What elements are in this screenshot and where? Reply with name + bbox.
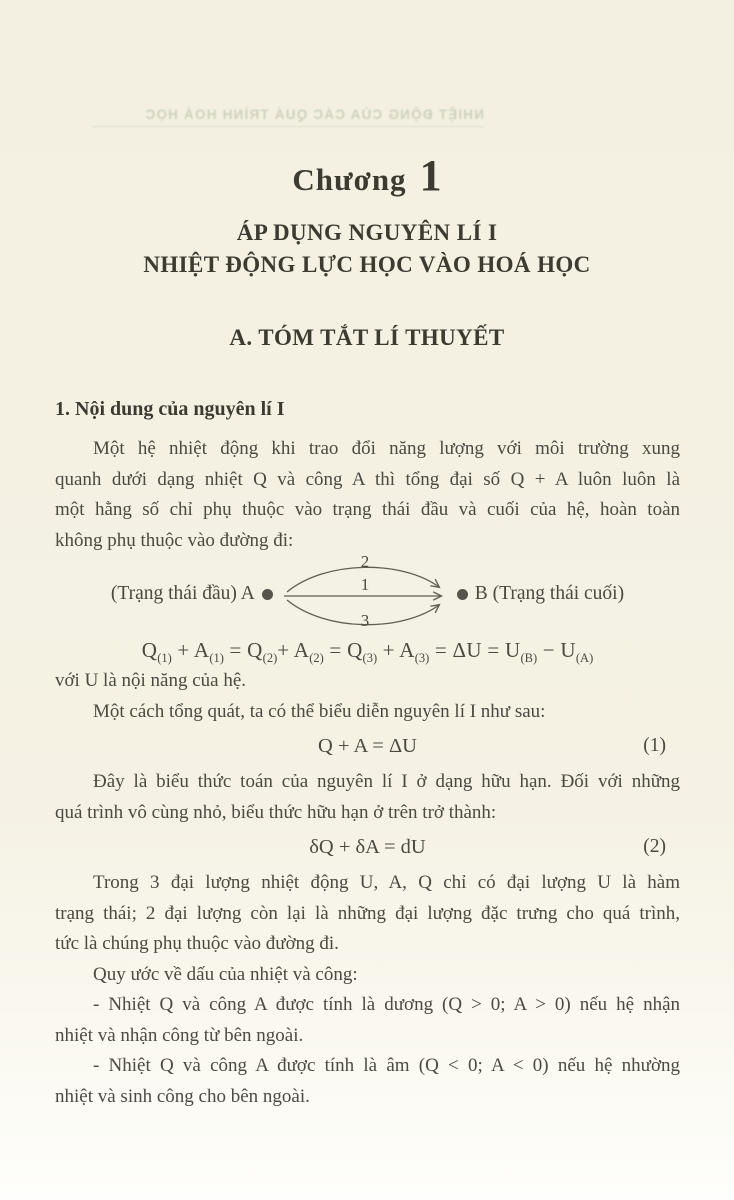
chapter-number: 1 (419, 151, 442, 200)
text-line: - Nhiệt Q và công A được tính là dương (Q > 0; A > 0) nếu hệ nhận (93, 994, 680, 1016)
text-line: trạng thái; 2 đại lượng còn lại là những đại lượng đặc trưng cho quá trình, (55, 902, 680, 924)
path-label-2: 2 (360, 552, 370, 571)
text-line: Một cách tổng quát, ta có thể biểu diễn nguyên lí I như sau: (93, 700, 546, 722)
paragraph-state-functions (55, 868, 680, 960)
path-label-3: 3 (360, 611, 370, 630)
text-line: Đây là biểu thức toán của nguyên lí I ở dạng hữu hạn. Đối với những (93, 771, 680, 793)
text-line: tức là chúng phụ thuộc vào đường đi. (55, 933, 339, 955)
page-body (0, 398, 734, 1112)
equation-2 (55, 832, 680, 862)
equation-2-body: δQ + δA = dU (309, 836, 426, 859)
text-line: Một hệ nhiệt động khi trao đổi năng lượng với môi trường xung (93, 438, 680, 459)
path-label-1: 1 (360, 575, 370, 594)
equation-2-number: (2) (643, 836, 666, 858)
text-line: Trong 3 đại lượng nhiệt động U, A, Q chỉ có đại lượng U là hàm (93, 872, 680, 894)
paragraph-sign-convention-intro (55, 960, 680, 991)
diagram-start-label: (Trạng thái đầu) A (110, 583, 255, 604)
text-line: với U là nội năng của hệ. (55, 670, 247, 692)
paragraph-internal-energy (55, 666, 680, 697)
state-diagram (55, 552, 680, 636)
first-law-path-equation: $Q_{(1)} + A_{(1)} = Q_{(2)}+ A_{(2)} = Q_{(3)} + A_{(3)} = \Delta U = U_{(B)} - U_{(A)}$ (141, 638, 594, 666)
paragraph-sign-negative (55, 1051, 680, 1112)
paragraph-finite-form (55, 767, 680, 828)
chapter-title (0, 217, 734, 281)
text-line: nhiệt và sinh công cho bên ngoài. (55, 1085, 310, 1107)
equation-1-body: Q + A = ΔU (318, 735, 417, 758)
text-line: quá trình vô cùng nhỏ, biểu thức hữu hạn ở trên trở thành: (55, 801, 497, 823)
paragraph-general-form-intro (55, 697, 680, 728)
equation-1-number: (1) (643, 735, 666, 757)
text-line: Quy ước về dấu của nhiệt và công: (93, 963, 358, 985)
chapter-title-line1: ÁP DỤNG NGUYÊN LÍ I (236, 220, 498, 245)
state-dot-a (262, 589, 273, 600)
state-dot-b (457, 589, 468, 600)
section-heading: A. TÓM TẮT LÍ THUYẾT (229, 325, 505, 350)
chapter-label: Chương (292, 162, 407, 197)
diagram-arrows (280, 552, 450, 636)
text-line: - Nhiệt Q và công A được tính là âm (Q < 0; A < 0) nếu hệ nhường (93, 1055, 680, 1077)
text-line: quanh dưới dạng nhiệt Q và công A thì tổng đại số Q + A luôn luôn là (55, 468, 680, 490)
text-line: không phụ thuộc vào đường đi: (55, 529, 294, 551)
subsection-heading: 1. Nội dung của nguyên lí I (55, 398, 285, 420)
diagram-end-label: B (Trạng thái cuối) (474, 583, 625, 604)
bleed-through-text: NHIỆT ĐỘNG CỦA CÁC QUÁ TRÌNH HOÁ HỌC (92, 107, 484, 127)
text-line: một hằng số chỉ phụ thuộc vào trạng thái đầu và cuối của hệ, hoàn toàn (55, 499, 680, 520)
text-line: nhiệt và nhận công từ bên ngoài. (55, 1024, 304, 1046)
chapter-heading (0, 0, 734, 201)
paragraph-first-law-statement (55, 434, 680, 556)
equation-1 (55, 731, 680, 761)
paragraph-sign-positive (55, 990, 680, 1051)
chapter-title-line2: NHIỆT ĐỘNG LỰC HỌC VÀO HOÁ HỌC (143, 252, 591, 277)
